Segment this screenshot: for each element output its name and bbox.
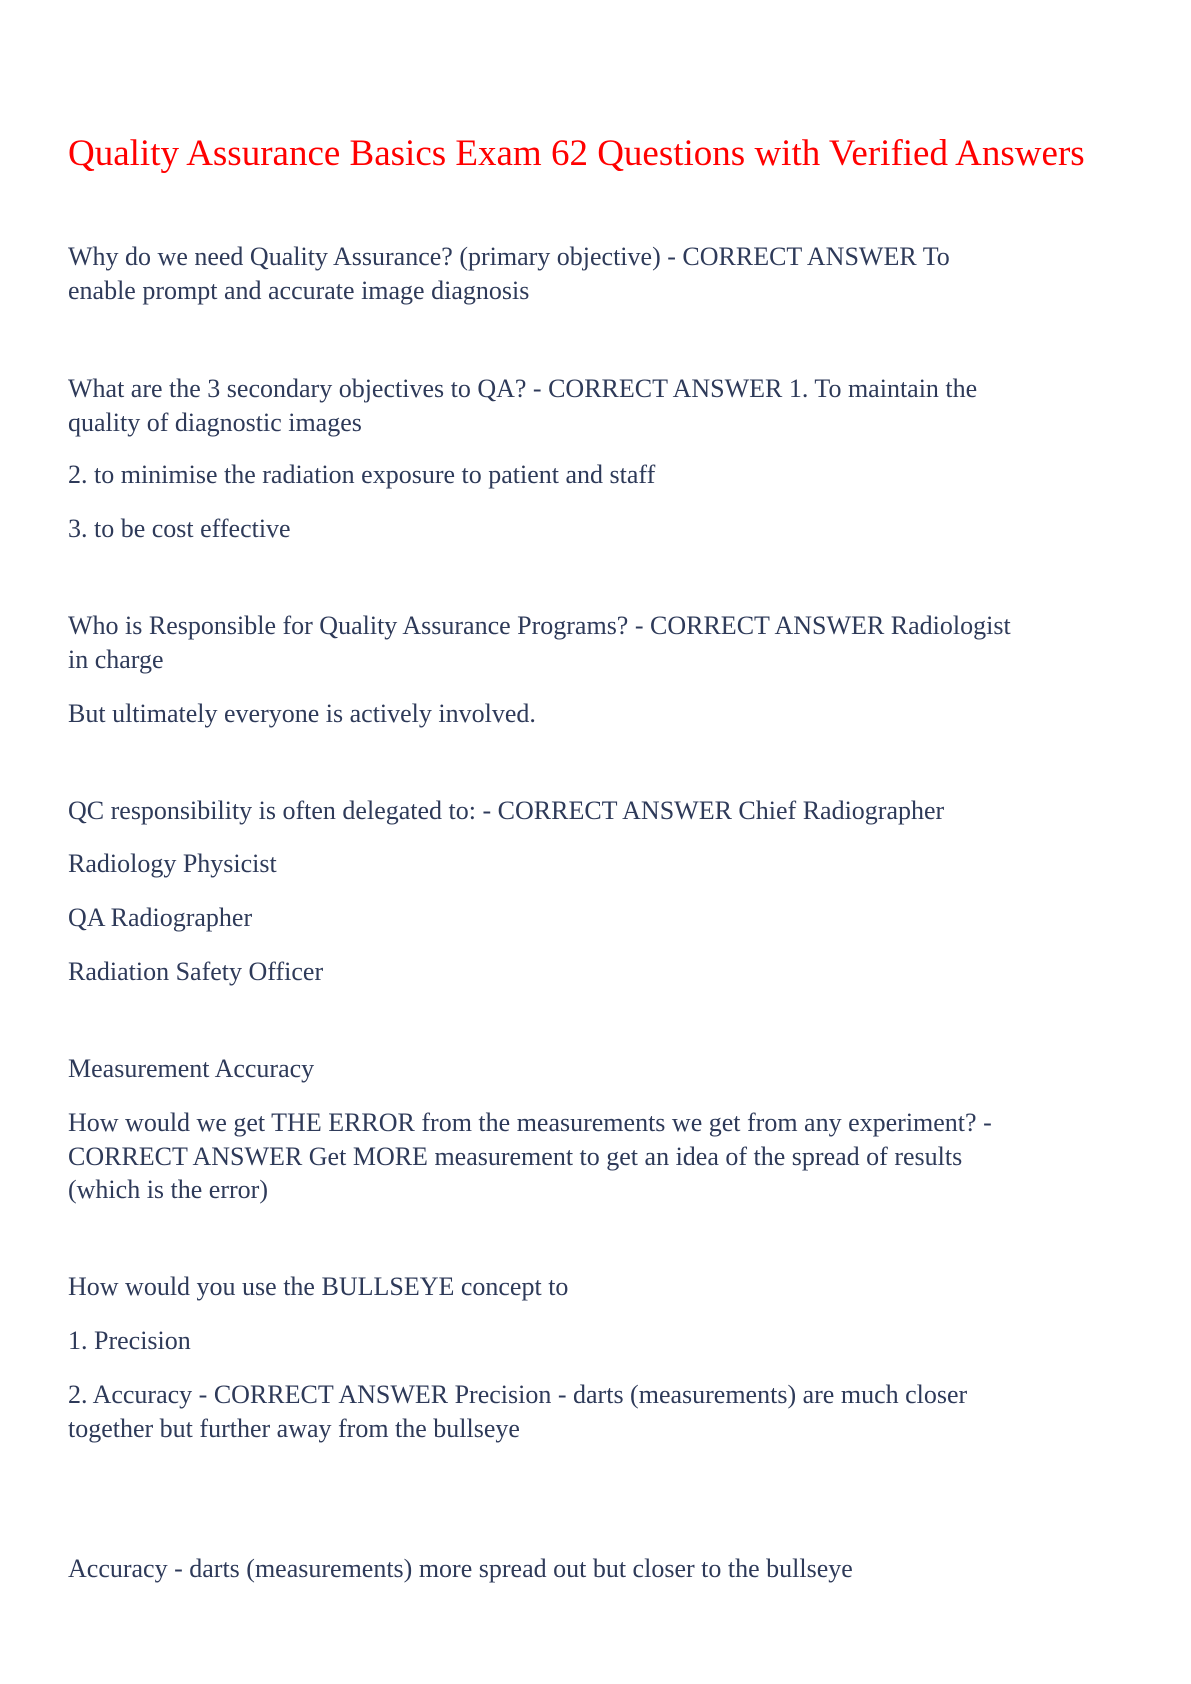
- paragraph: [68, 1270, 568, 1304]
- text-line: Radiology Physicist: [68, 849, 277, 878]
- paragraph: [68, 901, 252, 935]
- text-line: (which is the error): [68, 1175, 268, 1204]
- text-line: Radiation Safety Officer: [68, 957, 324, 986]
- text-line: in charge: [68, 644, 164, 674]
- text-line: What are the 3 secondary objectives to QA? - CORRECT ANSWER 1. To maintain the: [68, 374, 978, 403]
- text-line: quality of diagnostic images: [68, 407, 362, 437]
- text-line: together but further away from the bullseye: [68, 1413, 520, 1443]
- text-line: But ultimately everyone is actively involved.: [68, 699, 536, 728]
- paragraph: [68, 609, 1011, 676]
- paragraph: [68, 794, 944, 828]
- paragraph: [68, 240, 950, 307]
- paragraph: [68, 1052, 314, 1086]
- text-line: 2. to minimise the radiation exposure to patient and staff: [68, 460, 656, 489]
- paragraph: [68, 1552, 853, 1586]
- paragraph: [68, 458, 655, 492]
- paragraph: [68, 1378, 967, 1445]
- paragraph: [68, 847, 277, 881]
- text-line: Accuracy - darts (measurements) more spread out but closer to the bullseye: [68, 1554, 853, 1583]
- paragraph: [68, 372, 977, 439]
- paragraph: [68, 1106, 992, 1207]
- paragraph: [68, 955, 323, 989]
- text-line: QC responsibility is often delegated to: - CORRECT ANSWER Chief Radiographer: [68, 796, 945, 825]
- paragraph: [68, 697, 536, 731]
- text-line: CORRECT ANSWER Get MORE measurement to get an idea of the spread of results: [68, 1141, 963, 1171]
- text-line: How would you use the BULLSEYE concept to: [68, 1272, 569, 1301]
- paragraph: [68, 1324, 191, 1358]
- text-line: How would we get THE ERROR from the measurements we get from any experiment? -: [68, 1108, 992, 1137]
- text-line: Measurement Accuracy: [68, 1054, 315, 1083]
- text-line: 1. Precision: [68, 1326, 191, 1355]
- text-line: Why do we need Quality Assurance? (primary objective) - CORRECT ANSWER To: [68, 242, 950, 271]
- text-line: 3. to be cost effective: [68, 514, 291, 543]
- text-line: 2. Accuracy - CORRECT ANSWER Precision - darts (measurements) are much closer: [68, 1380, 968, 1409]
- text-line: enable prompt and accurate image diagnosis: [68, 275, 530, 305]
- document-title: Quality Assurance Basics Exam 62 Questions with Verified Answers: [68, 133, 1085, 174]
- text-line: QA Radiographer: [68, 903, 253, 932]
- paragraph: [68, 512, 291, 546]
- text-line: Who is Responsible for Quality Assurance Programs? - CORRECT ANSWER Radiologist: [68, 611, 1011, 640]
